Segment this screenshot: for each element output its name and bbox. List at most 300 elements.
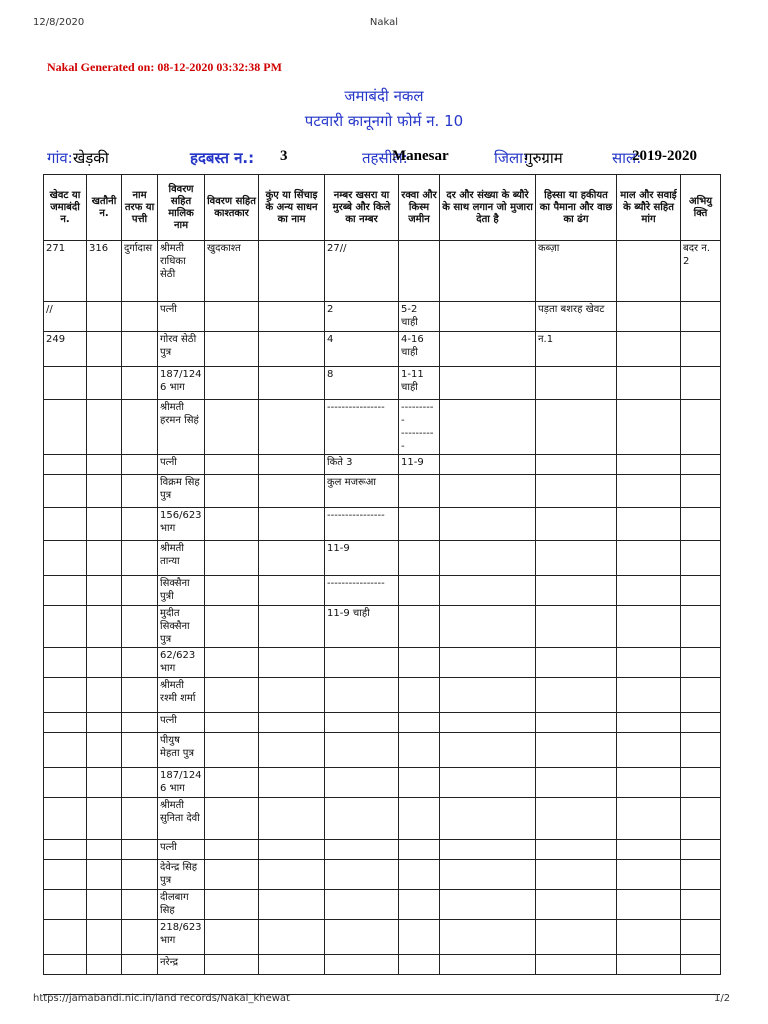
cell-rakba: [399, 860, 440, 890]
cell-rakba: 11-9: [399, 455, 440, 475]
cell-malik-naam: पत्नी: [158, 840, 205, 860]
table-body: [44, 241, 721, 975]
cell-naam-taraf: [122, 455, 158, 475]
cell-abhiyukti: [681, 475, 721, 508]
cell-khatauni: [87, 508, 122, 541]
cell-hissa: [536, 840, 617, 860]
cell-sinchai: [259, 733, 325, 768]
cell-hissa: [536, 475, 617, 508]
header-rakba: रक्वा और किस्म जमीन: [399, 175, 440, 241]
cell-khasra: [325, 955, 399, 975]
cell-lagan: [440, 860, 536, 890]
cell-khewat: [44, 606, 87, 648]
zila-value: गुरुग्राम: [524, 149, 563, 167]
cell-khewat: [44, 400, 87, 455]
cell-khewat: [44, 840, 87, 860]
cell-abhiyukti: [681, 367, 721, 400]
cell-rakba: [399, 475, 440, 508]
cell-kashtkar: [205, 475, 259, 508]
cell-malik-naam: 156/623 भाग: [158, 508, 205, 541]
cell-rakba: [399, 798, 440, 840]
cell-malik-naam: पत्नी: [158, 302, 205, 332]
cell-khatauni: [87, 400, 122, 455]
print-date: 12/8/2020: [33, 17, 85, 28]
table-row: [44, 713, 721, 733]
cell-khasra: ----------------: [325, 400, 399, 455]
cell-abhiyukti: [681, 678, 721, 713]
cell-naam-taraf: [122, 713, 158, 733]
cell-hissa: [536, 798, 617, 840]
cell-rakba: [399, 541, 440, 576]
cell-lagan: [440, 508, 536, 541]
cell-naam-taraf: [122, 367, 158, 400]
cell-lagan: [440, 541, 536, 576]
cell-khatauni: [87, 733, 122, 768]
cell-sinchai: [259, 920, 325, 955]
cell-abhiyukti: [681, 648, 721, 678]
cell-khatauni: [87, 840, 122, 860]
cell-khatauni: [87, 955, 122, 975]
header-kashtkar: विवरण सहित काश्तकार: [205, 175, 259, 241]
cell-khatauni: [87, 713, 122, 733]
cell-khatauni: [87, 302, 122, 332]
print-page-number: 1/2: [714, 993, 731, 1004]
cell-abhiyukti: [681, 713, 721, 733]
table-row: [44, 367, 721, 400]
cell-maal: [617, 798, 681, 840]
cell-hissa: [536, 920, 617, 955]
cell-kashtkar: [205, 840, 259, 860]
table-row: [44, 332, 721, 367]
cell-kashtkar: [205, 768, 259, 798]
cell-khasra: किते 3: [325, 455, 399, 475]
cell-hissa: [536, 713, 617, 733]
cell-maal: [617, 733, 681, 768]
cell-khasra: 2: [325, 302, 399, 332]
header-malik-naam: विवरण सहित मालिक नाम: [158, 175, 205, 241]
cell-abhiyukti: [681, 508, 721, 541]
cell-sinchai: [259, 678, 325, 713]
cell-malik-naam: श्रीमती तान्या: [158, 541, 205, 576]
cell-khasra: [325, 840, 399, 860]
cell-hissa: [536, 455, 617, 475]
cell-hissa: पड़ता बशरह खेवट: [536, 302, 617, 332]
tehsil-label: तहसील:: [362, 149, 408, 167]
cell-khewat: [44, 508, 87, 541]
cell-lagan: [440, 890, 536, 920]
cell-maal: [617, 455, 681, 475]
gaon-value: खेड़की: [73, 149, 109, 167]
cell-abhiyukti: [681, 400, 721, 455]
cell-khewat: [44, 713, 87, 733]
cell-malik-naam: पत्नी: [158, 713, 205, 733]
cell-maal: [617, 367, 681, 400]
cell-sinchai: [259, 455, 325, 475]
cell-naam-taraf: [122, 302, 158, 332]
cell-sinchai: [259, 955, 325, 975]
cell-hissa: [536, 678, 617, 713]
cell-khatauni: [87, 678, 122, 713]
cell-maal: [617, 768, 681, 798]
cell-rakba: [399, 241, 440, 302]
table-row: [44, 733, 721, 768]
cell-sinchai: [259, 768, 325, 798]
cell-naam-taraf: [122, 400, 158, 455]
cell-lagan: [440, 606, 536, 648]
cell-kashtkar: [205, 508, 259, 541]
table-row: [44, 860, 721, 890]
cell-maal: [617, 920, 681, 955]
cell-khatauni: [87, 606, 122, 648]
cell-khasra: ----------------: [325, 576, 399, 606]
cell-malik-naam: देवेन्द्र सिह पुत्र: [158, 860, 205, 890]
cell-naam-taraf: [122, 840, 158, 860]
cell-abhiyukti: [681, 798, 721, 840]
cell-maal: [617, 241, 681, 302]
cell-khasra: [325, 648, 399, 678]
header-abhiyukti: अभियुक्ति: [681, 175, 721, 241]
cell-lagan: [440, 367, 536, 400]
cell-khatauni: [87, 475, 122, 508]
cell-lagan: [440, 840, 536, 860]
print-url: https://jamabandi.nic.in/land records/Nakal_khewat: [33, 993, 290, 1004]
cell-abhiyukti: [681, 332, 721, 367]
cell-lagan: [440, 920, 536, 955]
cell-naam-taraf: [122, 733, 158, 768]
cell-maal: [617, 541, 681, 576]
cell-rakba: 1-11 चाही: [399, 367, 440, 400]
table-row: [44, 541, 721, 576]
cell-hissa: [536, 955, 617, 975]
cell-malik-naam: मुदीत सिक्सैना पुत्र: [158, 606, 205, 648]
table-row: [44, 890, 721, 920]
cell-rakba: [399, 713, 440, 733]
jamabandi-table: [43, 174, 721, 975]
cell-khasra: 8: [325, 367, 399, 400]
cell-khasra: [325, 713, 399, 733]
cell-khewat: 249: [44, 332, 87, 367]
cell-malik-naam: श्रीमती रश्मी शर्मा: [158, 678, 205, 713]
cell-naam-taraf: [122, 955, 158, 975]
tehsil-value: Manesar: [392, 148, 449, 164]
document-title: जमाबंदी नकल: [344, 87, 424, 105]
gaon-label: गांव:: [47, 149, 73, 167]
cell-hissa: [536, 648, 617, 678]
table-row: [44, 508, 721, 541]
cell-khasra: [325, 798, 399, 840]
cell-maal: [617, 840, 681, 860]
table-row: [44, 678, 721, 713]
cell-maal: [617, 648, 681, 678]
table-row: [44, 920, 721, 955]
cell-rakba: [399, 840, 440, 860]
header-maal: माल और सवाई के ब्यौरे सहित मांग: [617, 175, 681, 241]
table-row: [44, 955, 721, 975]
cell-khewat: [44, 678, 87, 713]
cell-kashtkar: [205, 400, 259, 455]
cell-kashtkar: [205, 302, 259, 332]
cell-naam-taraf: [122, 508, 158, 541]
cell-maal: [617, 576, 681, 606]
cell-maal: [617, 606, 681, 648]
cell-hissa: [536, 733, 617, 768]
cell-sinchai: [259, 798, 325, 840]
cell-naam-taraf: [122, 332, 158, 367]
table-row: [44, 798, 721, 840]
cell-khatauni: [87, 332, 122, 367]
cell-lagan: [440, 798, 536, 840]
cell-lagan: [440, 400, 536, 455]
cell-abhiyukti: बदर न. 2: [681, 241, 721, 302]
cell-sinchai: [259, 648, 325, 678]
cell-abhiyukti: [681, 733, 721, 768]
cell-rakba: [399, 606, 440, 648]
cell-kashtkar: [205, 955, 259, 975]
cell-sinchai: [259, 890, 325, 920]
cell-hissa: [536, 400, 617, 455]
cell-sinchai: [259, 606, 325, 648]
cell-maal: [617, 508, 681, 541]
cell-lagan: [440, 455, 536, 475]
cell-maal: [617, 302, 681, 332]
cell-malik-naam: पीयुष मेहता पुत्र: [158, 733, 205, 768]
cell-khatauni: 316: [87, 241, 122, 302]
saal-label: साल:: [612, 149, 642, 167]
cell-abhiyukti: [681, 302, 721, 332]
cell-rakba: [399, 920, 440, 955]
cell-khasra: [325, 890, 399, 920]
cell-lagan: [440, 733, 536, 768]
cell-sinchai: [259, 541, 325, 576]
cell-hissa: [536, 890, 617, 920]
cell-khasra: 11-9 चाही: [325, 606, 399, 648]
table-row: [44, 302, 721, 332]
cell-kashtkar: [205, 332, 259, 367]
cell-kashtkar: [205, 576, 259, 606]
cell-hissa: [536, 367, 617, 400]
header-sinchai: कुंए या सिंचाइ के अन्य साधन का नाम: [259, 175, 325, 241]
cell-malik-naam: श्रीमती सुनिता देवी: [158, 798, 205, 840]
cell-malik-naam: गोरव सेठी पुत्र: [158, 332, 205, 367]
cell-sinchai: [259, 860, 325, 890]
cell-khatauni: [87, 576, 122, 606]
table-row: [44, 576, 721, 606]
cell-khasra: [325, 860, 399, 890]
cell-abhiyukti: [681, 890, 721, 920]
cell-malik-naam: सिक्सैना पुत्री: [158, 576, 205, 606]
cell-khewat: //: [44, 302, 87, 332]
cell-maal: [617, 955, 681, 975]
cell-rakba: 4-16 चाही: [399, 332, 440, 367]
cell-maal: [617, 400, 681, 455]
cell-khewat: [44, 768, 87, 798]
cell-kashtkar: [205, 860, 259, 890]
cell-lagan: [440, 955, 536, 975]
cell-naam-taraf: [122, 541, 158, 576]
cell-rakba: 5-2 चाही: [399, 302, 440, 332]
cell-maal: [617, 332, 681, 367]
hadbast-label: हदबस्त न.:: [190, 149, 255, 167]
nakal-generated-timestamp: Nakal Generated on: 08-12-2020 03:32:38 PM: [47, 60, 282, 74]
saal-value: 2019-2020: [632, 148, 697, 164]
header-naam-taraf: नाम तरफ या पत्ती: [122, 175, 158, 241]
cell-naam-taraf: [122, 890, 158, 920]
cell-naam-taraf: [122, 678, 158, 713]
cell-rakba: [399, 955, 440, 975]
cell-khewat: [44, 576, 87, 606]
cell-maal: [617, 475, 681, 508]
cell-khewat: [44, 890, 87, 920]
cell-kashtkar: [205, 920, 259, 955]
cell-khewat: [44, 455, 87, 475]
table-row: [44, 648, 721, 678]
hadbast-value: 3: [280, 148, 288, 164]
header-hissa: हिस्सा या हकीयत का पैमाना और वाछ का ढंग: [536, 175, 617, 241]
cell-khasra: [325, 678, 399, 713]
cell-hissa: न.1: [536, 332, 617, 367]
cell-naam-taraf: [122, 798, 158, 840]
cell-kashtkar: [205, 713, 259, 733]
cell-maal: [617, 678, 681, 713]
cell-khatauni: [87, 920, 122, 955]
cell-maal: [617, 860, 681, 890]
cell-kashtkar: [205, 648, 259, 678]
cell-khewat: [44, 860, 87, 890]
cell-rakba: [399, 678, 440, 713]
cell-maal: [617, 890, 681, 920]
cell-khasra: कुल मजरूआ: [325, 475, 399, 508]
cell-malik-naam: दीलबाग सिह: [158, 890, 205, 920]
document-subtitle: पटवारी कानूनगो फोर्म न. 10: [304, 112, 464, 130]
cell-naam-taraf: [122, 648, 158, 678]
cell-malik-naam: 187/1246 भाग: [158, 768, 205, 798]
cell-sinchai: [259, 302, 325, 332]
cell-khasra: [325, 768, 399, 798]
cell-rakba: [399, 648, 440, 678]
cell-naam-taraf: दुर्गादास: [122, 241, 158, 302]
cell-hissa: [536, 860, 617, 890]
table-row: [44, 768, 721, 798]
cell-khatauni: [87, 768, 122, 798]
table-row: [44, 455, 721, 475]
cell-sinchai: [259, 508, 325, 541]
cell-kashtkar: [205, 890, 259, 920]
cell-abhiyukti: [681, 920, 721, 955]
cell-naam-taraf: [122, 606, 158, 648]
cell-sinchai: [259, 475, 325, 508]
cell-khewat: [44, 648, 87, 678]
cell-lagan: [440, 302, 536, 332]
cell-lagan: [440, 768, 536, 798]
cell-malik-naam: 218/623 भाग: [158, 920, 205, 955]
cell-malik-naam: नरेन्द्र: [158, 955, 205, 975]
table-row: [44, 400, 721, 455]
cell-khasra: [325, 920, 399, 955]
cell-lagan: [440, 678, 536, 713]
cell-rakba: [399, 768, 440, 798]
cell-rakba: [399, 890, 440, 920]
cell-sinchai: [259, 840, 325, 860]
cell-kashtkar: [205, 455, 259, 475]
cell-khewat: [44, 367, 87, 400]
cell-sinchai: [259, 241, 325, 302]
cell-sinchai: [259, 400, 325, 455]
cell-abhiyukti: [681, 768, 721, 798]
cell-khasra: 4: [325, 332, 399, 367]
cell-khewat: [44, 733, 87, 768]
cell-lagan: [440, 648, 536, 678]
table-row: [44, 840, 721, 860]
cell-hissa: [536, 768, 617, 798]
cell-abhiyukti: [681, 541, 721, 576]
table-row: [44, 241, 721, 302]
header-khewat: खेवट या जमाबंदी न.: [44, 175, 87, 241]
cell-naam-taraf: [122, 768, 158, 798]
cell-rakba: [399, 508, 440, 541]
cell-khatauni: [87, 860, 122, 890]
cell-kashtkar: [205, 678, 259, 713]
cell-hissa: कब्ज़ा: [536, 241, 617, 302]
cell-rakba: [399, 576, 440, 606]
cell-kashtkar: [205, 733, 259, 768]
cell-kashtkar: [205, 606, 259, 648]
print-title: Nakal: [369, 17, 399, 28]
cell-rakba: ---------- ----------: [399, 400, 440, 455]
cell-sinchai: [259, 713, 325, 733]
cell-khasra: [325, 733, 399, 768]
cell-sinchai: [259, 367, 325, 400]
cell-hissa: [536, 606, 617, 648]
cell-khewat: [44, 955, 87, 975]
cell-malik-naam: 62/623 भाग: [158, 648, 205, 678]
cell-khatauni: [87, 367, 122, 400]
cell-hissa: [536, 576, 617, 606]
cell-kashtkar: [205, 367, 259, 400]
header-khasra: नम्बर खसरा या मुरब्बे और किले का नम्बर: [325, 175, 399, 241]
cell-maal: [617, 713, 681, 733]
cell-naam-taraf: [122, 860, 158, 890]
cell-kashtkar: [205, 541, 259, 576]
cell-khasra: 11-9: [325, 541, 399, 576]
cell-abhiyukti: [681, 955, 721, 975]
cell-khasra: 27//: [325, 241, 399, 302]
cell-malik-naam: श्रीमती हरमन सिहं: [158, 400, 205, 455]
zila-label: जिला:: [494, 149, 529, 167]
cell-sinchai: [259, 332, 325, 367]
cell-khewat: [44, 541, 87, 576]
cell-malik-naam: पत्नी: [158, 455, 205, 475]
cell-abhiyukti: [681, 606, 721, 648]
cell-lagan: [440, 475, 536, 508]
cell-malik-naam: विक्रम सिह पुत्र: [158, 475, 205, 508]
cell-kashtkar: खुदकाश्त: [205, 241, 259, 302]
cell-hissa: [536, 541, 617, 576]
cell-sinchai: [259, 576, 325, 606]
cell-abhiyukti: [681, 576, 721, 606]
cell-abhiyukti: [681, 840, 721, 860]
table-row: [44, 475, 721, 508]
cell-khatauni: [87, 648, 122, 678]
header-khatauni: खतौनी न.: [87, 175, 122, 241]
cell-lagan: [440, 332, 536, 367]
cell-khewat: [44, 798, 87, 840]
cell-abhiyukti: [681, 860, 721, 890]
cell-lagan: [440, 576, 536, 606]
cell-kashtkar: [205, 798, 259, 840]
cell-hissa: [536, 508, 617, 541]
cell-khewat: 271: [44, 241, 87, 302]
table-row: [44, 606, 721, 648]
